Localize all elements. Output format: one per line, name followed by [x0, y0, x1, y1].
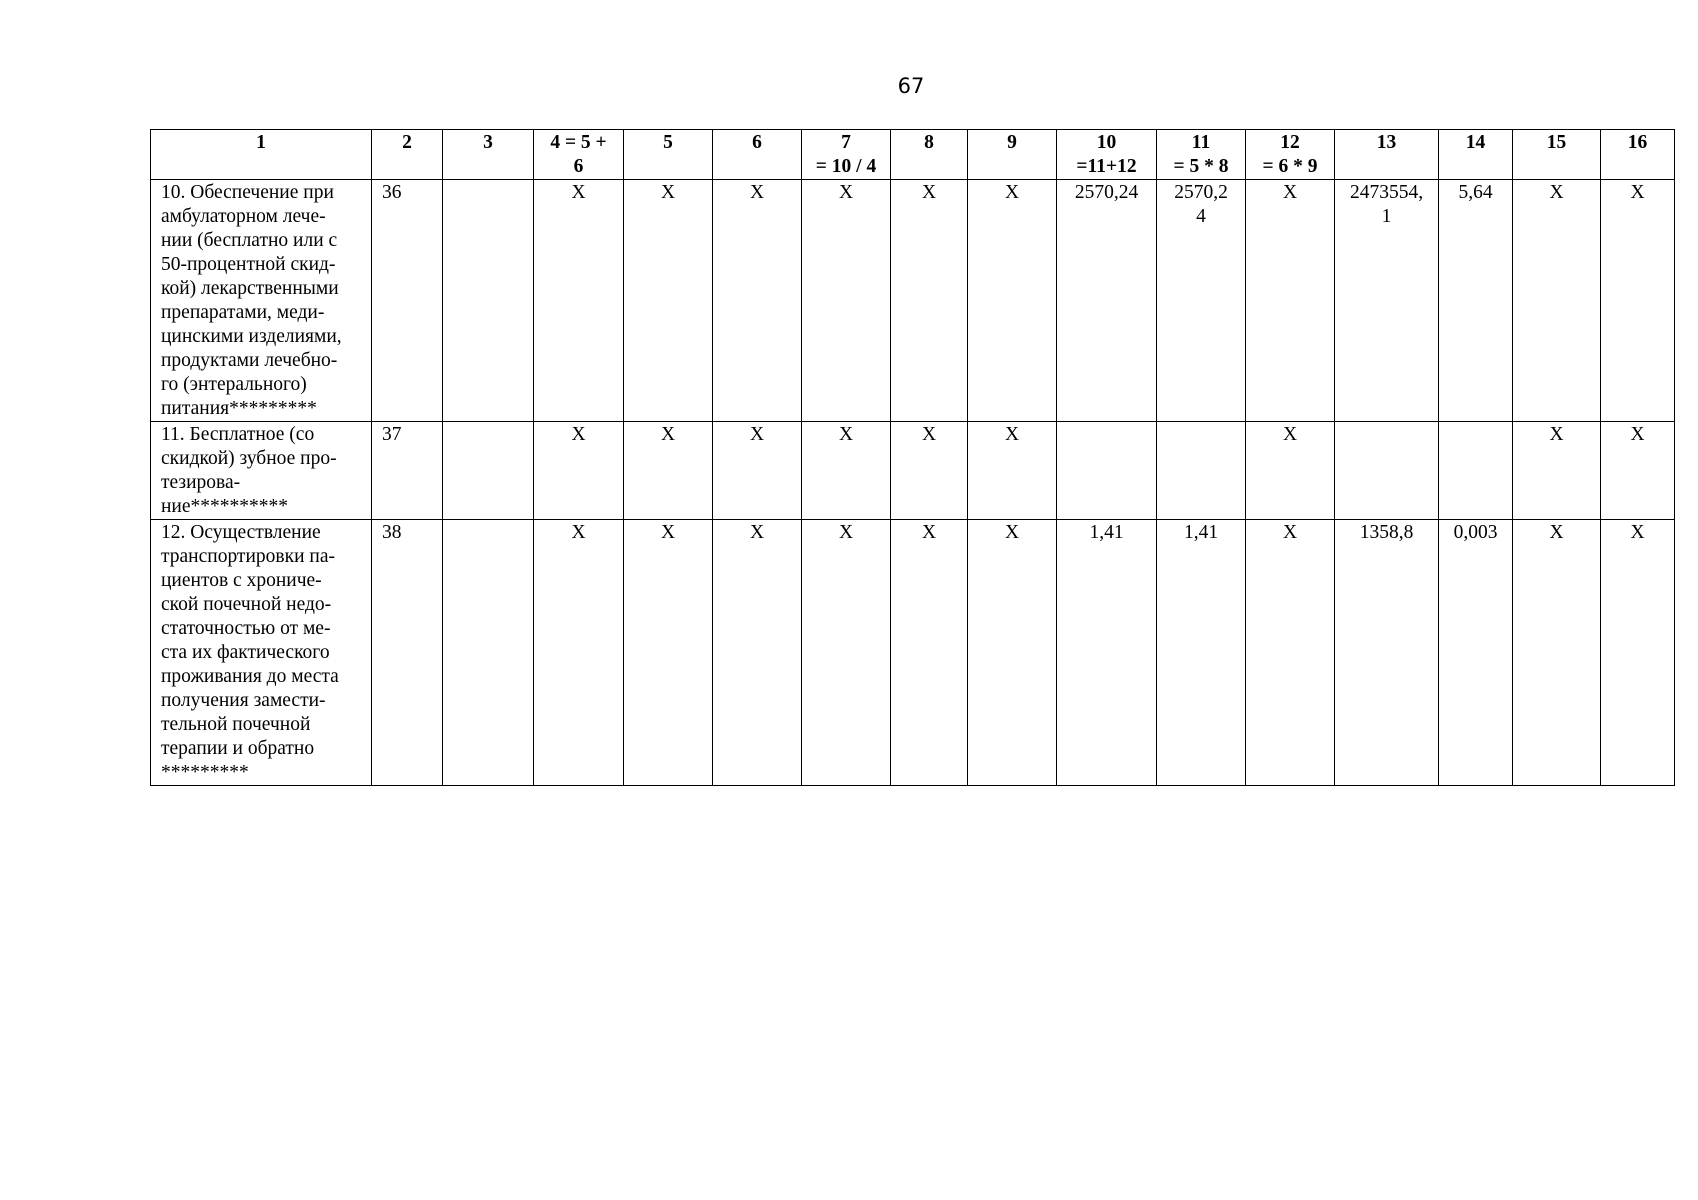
- table-cell: 1358,8: [1335, 520, 1439, 786]
- header-cell: 13: [1335, 130, 1439, 180]
- header-cell: 5: [624, 130, 713, 180]
- header-cell: 2: [372, 130, 443, 180]
- table-cell: X: [968, 180, 1057, 422]
- table-cell: X: [624, 422, 713, 520]
- table-cell: 2473554, 1: [1335, 180, 1439, 422]
- header-cell: 6: [713, 130, 802, 180]
- table-cell: [1335, 422, 1439, 520]
- header-cell: 14: [1439, 130, 1513, 180]
- table-cell: X: [1246, 520, 1335, 786]
- row-name-cell: 10. Обеспечение при амбулаторном лече- нии (бесплатно или с 50-процентной скид- кой) лекарственными препаратами, меди- цинскими изделиями, продуктами лечебно- го (энтерального) питания*********: [151, 180, 372, 422]
- table-cell: 2570,24: [1057, 180, 1157, 422]
- table-cell: 37: [372, 422, 443, 520]
- table-cell: X: [1601, 422, 1675, 520]
- table-cell: [1057, 422, 1157, 520]
- table-cell: X: [624, 520, 713, 786]
- header-cell: 1: [151, 130, 372, 180]
- table-cell: X: [534, 520, 624, 786]
- header-cell: 7 = 10 / 4: [802, 130, 891, 180]
- table-cell: [443, 422, 534, 520]
- table-cell: X: [534, 422, 624, 520]
- table-cell: 2570,2 4: [1157, 180, 1246, 422]
- page-number: 67: [897, 74, 925, 98]
- table-row: [151, 520, 1675, 786]
- table-cell: X: [1601, 180, 1675, 422]
- row-name-cell: 11. Бесплатное (со скидкой) зубное про- тезирова- ние**********: [151, 422, 372, 520]
- table-cell: X: [1246, 180, 1335, 422]
- table-cell: [443, 520, 534, 786]
- table-cell: X: [891, 520, 968, 786]
- header-cell: 10 =11+12: [1057, 130, 1157, 180]
- table-cell: X: [1601, 520, 1675, 786]
- table-cell: X: [713, 520, 802, 786]
- table-cell: X: [802, 422, 891, 520]
- table-cell: X: [624, 180, 713, 422]
- header-cell: 3: [443, 130, 534, 180]
- table-header-row: [151, 130, 1675, 180]
- table-cell: 1,41: [1057, 520, 1157, 786]
- table-cell: X: [891, 180, 968, 422]
- table-cell: [443, 180, 534, 422]
- table-cell: X: [713, 422, 802, 520]
- budget-table: [150, 129, 1675, 786]
- table-row: [151, 422, 1675, 520]
- table-cell: [1157, 422, 1246, 520]
- table-cell: 38: [372, 520, 443, 786]
- header-cell: 4 = 5 + 6: [534, 130, 624, 180]
- header-cell: 8: [891, 130, 968, 180]
- header-cell: 9: [968, 130, 1057, 180]
- header-cell: 16: [1601, 130, 1675, 180]
- table-cell: X: [968, 520, 1057, 786]
- table-cell: 0,003: [1439, 520, 1513, 786]
- table-cell: 5,64: [1439, 180, 1513, 422]
- row-name-cell: 12. Осуществление транспортировки па- циентов с хрониче- ской почечной недо- статочностью от ме- ста их фактического проживания до места получения замести- тельной почечной терапии и обратно *********: [151, 520, 372, 786]
- header-cell: 11 = 5 * 8: [1157, 130, 1246, 180]
- table-row: [151, 180, 1675, 422]
- table-cell: X: [891, 422, 968, 520]
- table-cell: [1439, 422, 1513, 520]
- table-cell: X: [802, 520, 891, 786]
- table-cell: X: [1513, 422, 1601, 520]
- header-cell: 12 = 6 * 9: [1246, 130, 1335, 180]
- table-cell: 1,41: [1157, 520, 1246, 786]
- table-cell: X: [968, 422, 1057, 520]
- header-cell: 15: [1513, 130, 1601, 180]
- table-cell: X: [1513, 180, 1601, 422]
- table-cell: X: [1246, 422, 1335, 520]
- table-cell: X: [534, 180, 624, 422]
- table-cell: X: [802, 180, 891, 422]
- table-cell: X: [1513, 520, 1601, 786]
- table-cell: X: [713, 180, 802, 422]
- table-cell: 36: [372, 180, 443, 422]
